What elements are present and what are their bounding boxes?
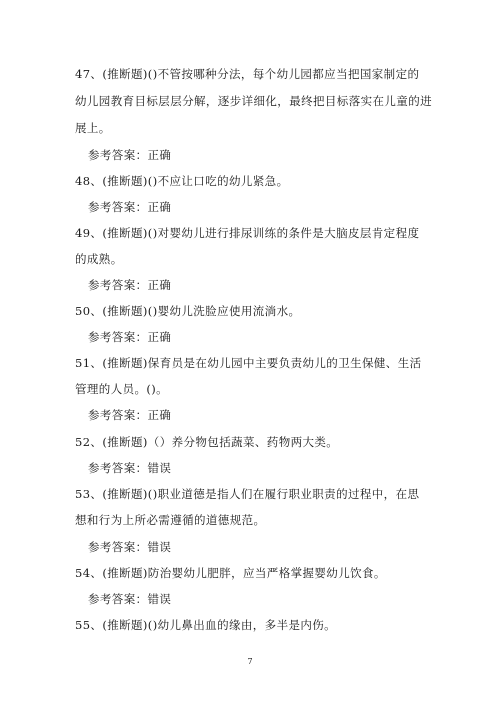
question-48-line-1: 48、(推断题)()不应让口吃的幼儿紧急。 bbox=[75, 174, 289, 188]
question-49-line-1: 49、(推断题)()对婴幼儿进行排尿训练的条件是大脑皮层肯定程度 bbox=[75, 226, 420, 240]
question-47-line-3: 展上。 bbox=[75, 121, 111, 135]
question-47-answer: 参考答案：正确 bbox=[88, 148, 172, 162]
question-54-line-1: 54、(推断题)防治婴幼儿肥胖，应当严格掌握婴幼儿饮食。 bbox=[75, 566, 386, 580]
page-number: 7 bbox=[247, 657, 253, 666]
question-53-line-2: 想和行为上所必需遵循的道德规范。 bbox=[75, 513, 266, 527]
question-53-line-1: 53、(推断题)()职业道德是指人们在履行职业职责的过程中，在思 bbox=[75, 487, 420, 501]
question-49-line-2: 的成熟。 bbox=[75, 252, 123, 266]
question-48-answer: 参考答案：正确 bbox=[88, 200, 172, 214]
question-51-answer: 参考答案：正确 bbox=[88, 408, 172, 422]
question-54-answer: 参考答案：错误 bbox=[88, 592, 172, 606]
question-49-answer: 参考答案：正确 bbox=[88, 278, 172, 292]
question-52-line-1: 52、(推断题)（）养分物包括蔬菜、药物两大类。 bbox=[75, 435, 339, 449]
question-51-line-2: 管理的人员。()。 bbox=[75, 382, 169, 396]
question-50-answer: 参考答案：正确 bbox=[88, 330, 172, 344]
question-47-line-2: 幼儿园教育目标层层分解，逐步详细化，最终把目标落实在儿童的进 bbox=[75, 94, 432, 108]
question-53-answer: 参考答案：错误 bbox=[88, 540, 172, 554]
question-55-line-1: 55、(推断题)()幼儿鼻出血的缘由，多半是内伤。 bbox=[75, 618, 337, 632]
question-47-line-1: 47、(推断题)()不管按哪种分法，每个幼儿园都应当把国家制定的 bbox=[75, 67, 420, 81]
question-52-answer: 参考答案：错误 bbox=[88, 461, 172, 475]
question-51-line-1: 51、(推断题)保育员是在幼儿园中主要负责幼儿的卫生保健、生活 bbox=[75, 356, 422, 370]
question-50-line-1: 50、(推断题)()婴幼儿洗脸应使用流淌水。 bbox=[75, 304, 301, 318]
